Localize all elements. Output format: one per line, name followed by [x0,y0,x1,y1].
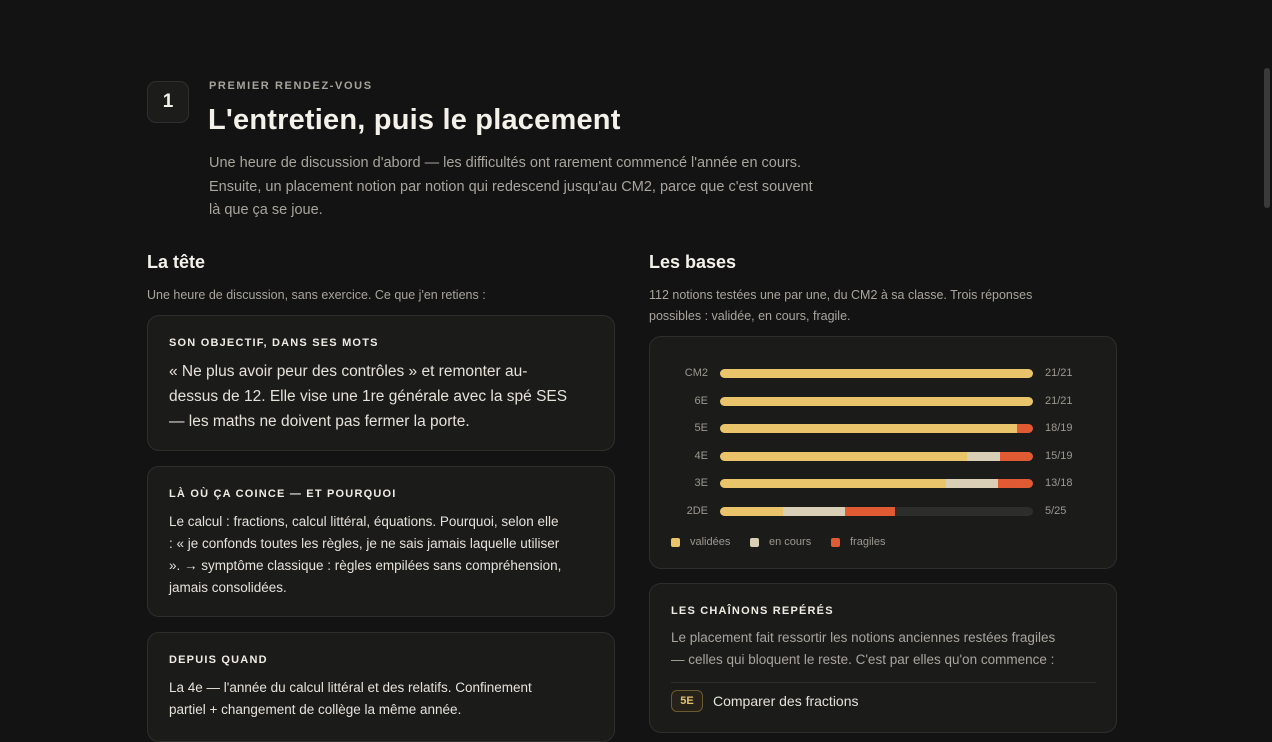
bar-track [720,452,1033,461]
count-label: 21/21 [1045,394,1073,407]
card-line: dessus de 12. Elle vise une 1re générale avec la spé SES [169,388,568,405]
bar-track [720,397,1033,406]
section-eyebrow: PREMIER RENDEZ-VOUS [209,80,373,92]
legend-item-in-progress [750,536,811,548]
placement-chart-card [649,336,1117,569]
category-label: CM2 [684,367,708,379]
objective-text [169,359,594,434]
placement-chart [650,367,1118,527]
bar-segment-in-progress [967,452,1000,461]
card-line: jamais consolidées. [169,580,287,595]
card-line: — les maths ne doivent pas fermer la porte. [169,413,470,430]
subtitle-line: 112 notions testées une par une, du CM2 à sa classe. Trois réponses [649,288,1033,302]
difficulty-card [147,466,615,617]
category-label: 3E [694,477,708,489]
step-number-badge: 1 [147,81,189,123]
card-line: : « je confonds toutes les règles, je ne sais jamais laquelle utiliser [169,536,560,551]
count-label: 18/19 [1045,422,1073,434]
bases-section [649,252,1117,709]
bar-track [720,507,1033,516]
chains-text [671,627,1096,671]
count-label: 13/18 [1045,477,1073,489]
bases-section-title: Les bases [649,252,737,272]
legend-swatch [671,538,680,547]
chains-divider [671,682,1096,683]
bar-segment-fragile [1017,424,1033,433]
legend-label: en cours [769,536,812,548]
head-section [147,252,615,717]
legend-swatch [831,538,840,547]
card-line: partiel + changement de collège la même année. [169,702,462,717]
difficulty-text [169,511,594,599]
head-section-subtitle: Une heure de discussion, sans exercice. Ce que j'en retiens : [147,288,486,302]
intro-line: Ensuite, un placement notion par notion qui redescend jusqu'au CM2, parce que c'est souvent [209,178,813,195]
card-line: La 4e — l'année du calcul littéral et des relatifs. Confinement [169,680,532,695]
since-when-card [147,632,615,742]
card-label: LES CHAÎNONS REPÉRÉS [671,605,834,617]
card-line: Le placement fait ressortir les notions anciennes restées fragiles [671,630,1056,645]
bar-track [720,369,1033,378]
intro-line: là que ça se joue. [209,202,323,218]
legend-item-validated [671,536,730,548]
bar-segment-in-progress [946,479,998,488]
bar-segment-validated [720,507,783,516]
level-tag: 5E [671,690,703,712]
since-when-text [169,677,594,721]
page-title: L'entretien, puis le placement [208,104,621,136]
bar-segment-validated [720,369,1033,378]
chart-row [650,477,1118,491]
chart-legend [671,536,1091,550]
objective-card [147,315,615,451]
bar-segment-fragile [998,479,1033,488]
bar-segment-validated [720,424,1017,433]
bar-segment-validated [720,397,1033,406]
card-line: — celles qui bloquent le reste. C'est par elles qu'on commence : [671,652,1055,667]
chart-row [650,367,1118,381]
legend-label: validées [690,536,731,548]
bar-segment-validated [720,479,946,488]
subtitle-line: possibles : validée, en cours, fragile. [649,309,851,323]
legend-label: fragiles [850,536,886,548]
bar-segment-in-progress [783,507,846,516]
card-label: DEPUIS QUAND [169,654,268,666]
chain-item-text: Comparer des fractions [713,693,859,709]
bar-segment-fragile [1000,452,1033,461]
chart-row [650,450,1118,464]
bar-track [720,424,1033,433]
chart-row [650,422,1118,436]
count-label: 15/19 [1045,449,1073,462]
category-label: 4E [694,449,708,462]
head-section-title: La tête [147,252,206,272]
intro-paragraph [209,152,849,223]
chart-row [650,505,1118,519]
scrollbar-thumb[interactable] [1264,68,1270,208]
card-line: ». → symptôme classique : règles empilées sans compréhension, [169,558,562,573]
card-line: Le calcul : fractions, calcul littéral, équations. Pourquoi, selon elle [169,514,559,529]
chart-row [650,395,1118,409]
intro-line: Une heure de discussion d'abord — les difficultés ont rarement commencé l'année en cours. [209,155,802,171]
bar-segment-validated [720,452,967,461]
bases-section-subtitle [649,285,1117,327]
legend-swatch [750,538,759,547]
card-line: « Ne plus avoir peur des contrôles » et remonter au- [169,363,528,380]
category-label: 5E [694,422,708,434]
scrollbar[interactable] [1262,0,1272,716]
card-label: SON OBJECTIF, DANS SES MOTS [169,337,379,349]
card-label: LÀ OÙ ÇA COINCE — ET POURQUOI [169,488,397,500]
count-label: 5/25 [1045,504,1067,517]
count-label: 21/21 [1045,367,1073,379]
bar-segment-fragile [845,507,895,516]
chains-card [649,583,1117,733]
legend-item-fragile [831,536,885,548]
chain-item[interactable] [671,690,859,712]
category-label: 2DE [686,504,708,517]
bar-track [720,479,1033,488]
category-label: 6E [694,394,708,407]
